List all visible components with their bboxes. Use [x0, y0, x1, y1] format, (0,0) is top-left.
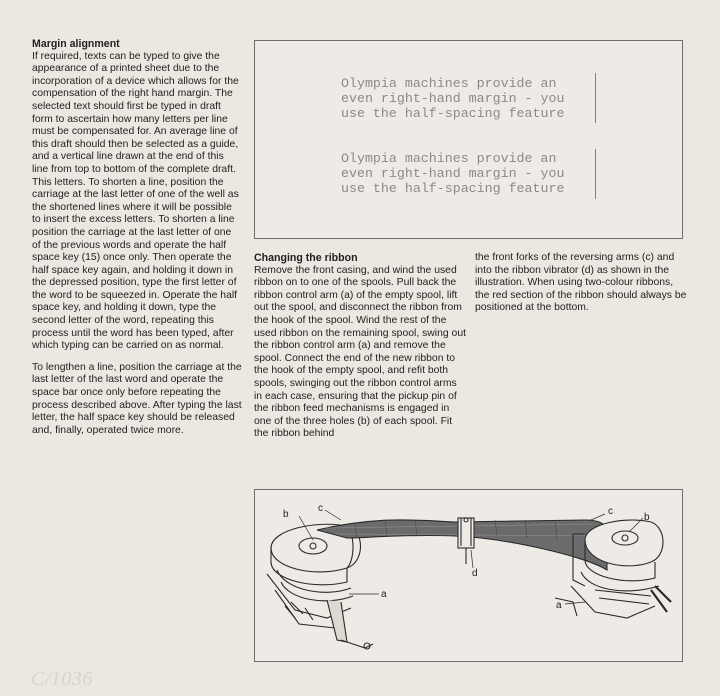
changing-ribbon-heading: Changing the ribbon — [254, 252, 358, 264]
type-sample-before — [341, 76, 564, 121]
ribbon-mechanism-drawing — [255, 490, 682, 661]
margin-alignment-heading: Margin alignment — [32, 38, 120, 50]
label-a-left: a — [381, 589, 387, 600]
sample-line: use the half-spacing feature — [341, 106, 565, 121]
margin-alignment-paragraph-2: To lengthen a line, position the carriage at the last letter of the last word and operate the space bar once only before repeating the process described above. After typing the last letter, the half space key should be released and, finally, operated twice more. — [32, 361, 242, 436]
margin-alignment-paragraph-1: If required, texts can be typed to give the appearance of a printed sheet due to the incorporation of a device which allows for the compensation of the right hand margin. The selected text should first be typed in draft form to ascertain how many letters per line must be compensated for. An average line of this draft should then be selected as a guide, and a vertical line drawn at the end of this line from top to bottom of the complete draft. This letters. To shorten a line, position the carriage at the last letter of one of the well as the shortened lines where it will be possible to insert the excess letters. To shorten a line position the carriage at the last letter of one of the previous words and operate the half space key (15) once only. Then operate the half space key again, and holding it down in the depressed position, type the first letter of the word to be squeezed in. Operate the half space key, and holding it down, type the second letter of the word, repeating this process until the word has been typed, after which typing can be carried on as normal. — [32, 50, 239, 352]
typewriter-sample-box — [254, 40, 683, 239]
label-b-left: b — [283, 509, 289, 520]
changing-ribbon-continued — [475, 252, 687, 315]
changing-ribbon-paragraph-part2: the front forks of the reversing arms (c) and into the ribbon vibrator (d) as shown in the illustration. When using two-colour ribbons, the red section of the ribbon should always be positioned at the bottom. — [475, 252, 687, 314]
label-a-right: a — [556, 600, 562, 611]
changing-ribbon-paragraph-part1: Remove the front casing, and wind the used ribbon on to one of the spools. Pull back the ribbon control arm (a) of the empty spool, lift out the spool, and disconnect the ribbon from the hook of the spool. Wind the rest of the used ribbon on the remaining spool, swing out the ribbon control arm (a) and remove the spool. Connect the end of the new ribbon to the hook of the empty spool, and refit both spools, swinging out the ribbon control arms in each case, ensuring that the pickup pin of the ribbon feed mechanisms is engaged in one of the three holes (b) of each spool. Fit the ribbon behind — [254, 264, 466, 440]
margin-guide-line — [595, 73, 596, 123]
sample-line: even right-hand margin - you — [341, 166, 565, 181]
ribbon-spool-illustration — [254, 489, 683, 662]
catalog-number: C/1036 — [31, 668, 93, 690]
sample-line: use the half-spacing feature — [341, 181, 565, 196]
label-d: d — [472, 568, 478, 579]
left-spool — [267, 524, 373, 649]
sample-line: Olympia machines provide an — [341, 151, 557, 166]
margin-guide-line — [595, 149, 596, 199]
label-c-right: c — [608, 506, 613, 517]
type-sample-after — [341, 151, 564, 196]
label-b-right: b — [644, 512, 650, 523]
label-c-left: c — [318, 503, 323, 514]
sample-line: even right-hand margin - you — [341, 91, 565, 106]
margin-alignment-section — [32, 38, 242, 437]
changing-ribbon-section — [254, 252, 466, 441]
sample-line: Olympia machines provide an — [341, 76, 557, 91]
